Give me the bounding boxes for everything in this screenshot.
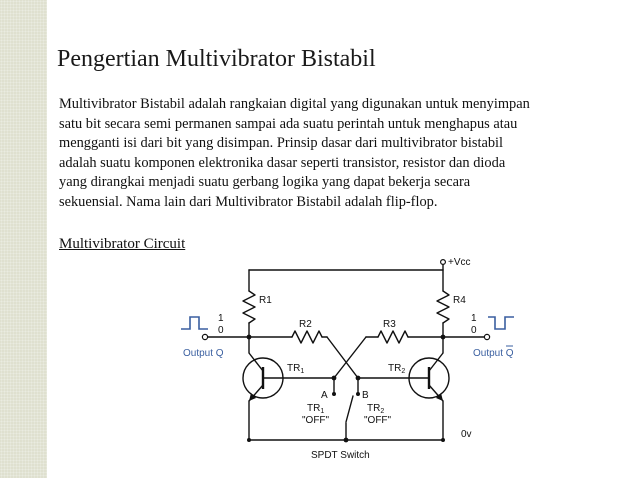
resistor-r2 bbox=[292, 331, 322, 343]
node-left-collector bbox=[247, 335, 252, 340]
r3-label: R3 bbox=[383, 319, 396, 330]
tr2-label: $TR_2$ bbox=[388, 363, 406, 375]
right-level-high: 1 bbox=[471, 313, 477, 324]
resistor-r3 bbox=[378, 331, 408, 343]
tr1-state: "OFF" bbox=[302, 415, 330, 426]
r1-label: R1 bbox=[259, 295, 272, 306]
switch-lever bbox=[346, 396, 353, 422]
node-ground-right bbox=[441, 438, 445, 442]
slide-paragraph: Multivibrator Bistabil adalah rangkaian digital yang digunakan untuk menyimpan satu bit secara semi permanen sampai ada suatu perintah untuk menghapus atau mengganti isi dari bit yang disimpan. Prinsip dasar dari multivibrator bistabil adalah suatu komponen elektronika dasar seperti transistor, resistor dan dioda yang dirangkai menjadi suatu gerbang logika yang dapat bekerja secara sekuensial. Nama lain dari Multivibrator Bistabil adalah flip-flop. bbox=[59, 96, 530, 210]
output-qbar-waveform bbox=[488, 317, 514, 329]
left-level-low: 0 bbox=[218, 325, 224, 336]
output-q-waveform bbox=[181, 317, 208, 329]
switch-a-label: A bbox=[321, 390, 328, 401]
r2-label: R2 bbox=[299, 319, 312, 330]
output-qbar-label: Output Q bbox=[473, 348, 514, 359]
output-qbar-terminal bbox=[484, 334, 489, 339]
circuit-subheading: Multivibrator Circuit bbox=[59, 236, 186, 252]
tr2-state: "OFF" bbox=[364, 415, 392, 426]
node-tr2-base bbox=[356, 376, 361, 381]
spdt-switch-label: SPDT Switch bbox=[311, 450, 370, 461]
tr1-label: $TR_1$ bbox=[287, 363, 305, 375]
transistor-tr2 bbox=[409, 353, 449, 401]
resistor-r4 bbox=[437, 291, 449, 323]
node-switch-ground bbox=[344, 438, 349, 443]
node-tr1-base bbox=[332, 376, 337, 381]
cross-wire-r2-to-tr2 bbox=[327, 337, 358, 378]
right-level-low: 0 bbox=[471, 325, 477, 336]
left-level-high: 1 bbox=[218, 313, 224, 324]
node-ground-left bbox=[247, 438, 251, 442]
cross-wire-r3-to-tr1 bbox=[334, 337, 366, 378]
switch-contact-a bbox=[332, 392, 336, 396]
r4-label: R4 bbox=[453, 295, 466, 306]
slide-title: Pengertian Multivibrator Bistabil bbox=[57, 46, 376, 72]
vcc-label: +Vcc bbox=[448, 257, 471, 268]
switch-contact-b bbox=[356, 392, 360, 396]
ground-label: 0v bbox=[461, 429, 472, 440]
output-q-terminal bbox=[202, 334, 207, 339]
node-right-collector bbox=[441, 335, 446, 340]
vcc-terminal bbox=[441, 260, 446, 265]
switch-b-label: B bbox=[362, 390, 369, 401]
output-q-label: Output Q bbox=[183, 348, 224, 359]
transistor-tr1 bbox=[243, 353, 283, 401]
tr1-state-name: $TR_1$ bbox=[307, 403, 325, 415]
tr2-state-name: $TR_2$ bbox=[367, 403, 385, 415]
resistor-r1 bbox=[243, 291, 255, 323]
